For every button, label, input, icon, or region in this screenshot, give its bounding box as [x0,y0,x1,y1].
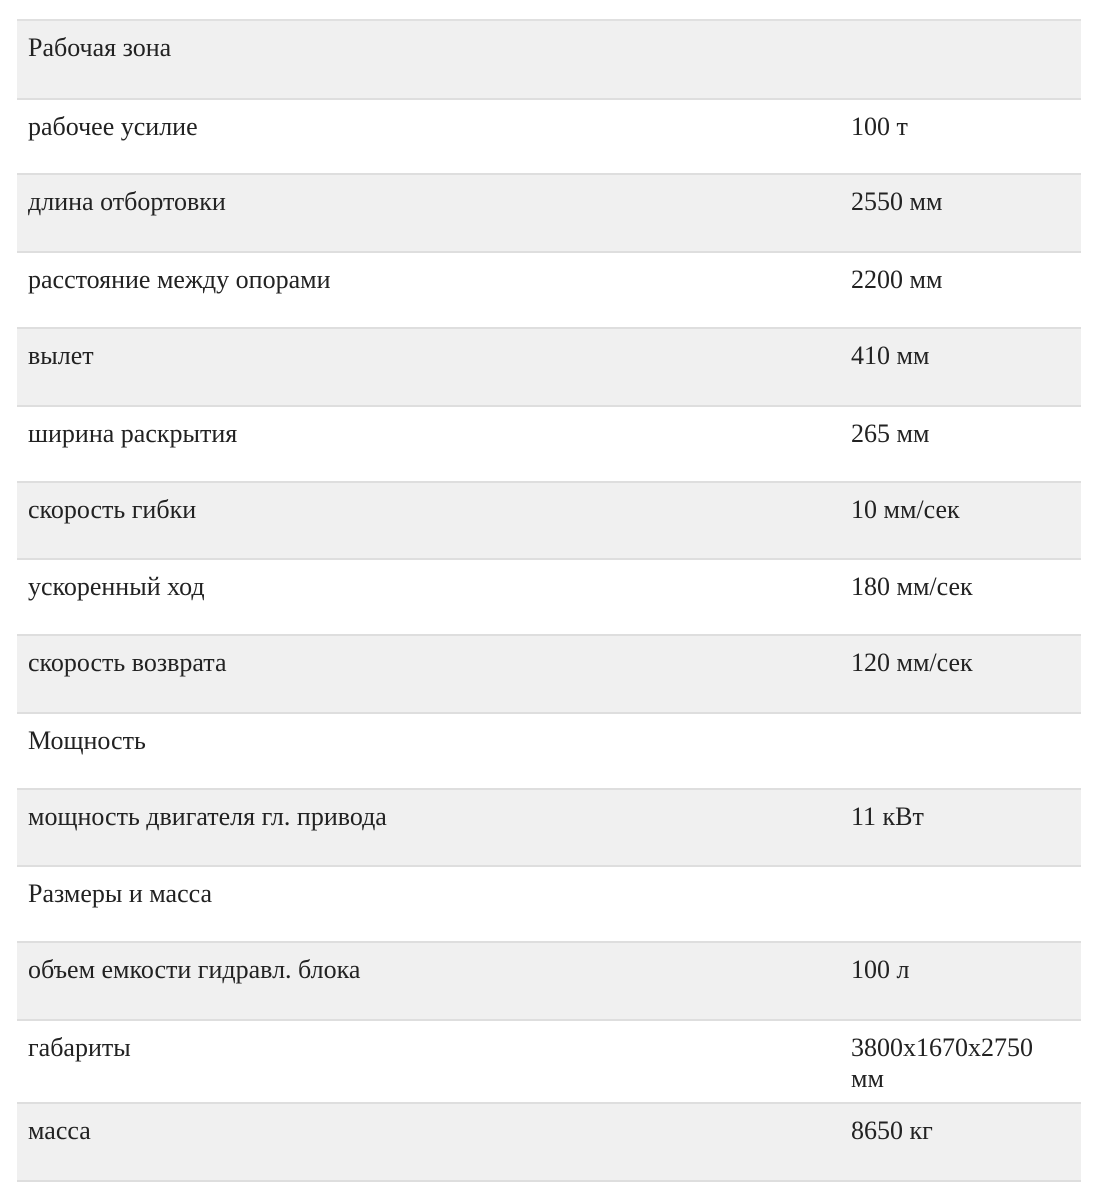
table-row [17,406,1081,482]
table-row [17,1020,1081,1103]
table-row [17,99,1081,174]
row-label: ширина раскрытия [17,406,840,482]
row-value: 8650 кг [840,1103,1081,1181]
row-label: ускоренный ход [17,559,840,635]
row-value: 11 кВт [840,789,1081,866]
row-label: мощность двигателя гл. привода [17,789,840,866]
row-label: длина отбортовки [17,174,840,252]
table-row [17,559,1081,635]
row-value: 265 мм [840,406,1081,482]
section-row-working-zone [17,20,1081,99]
row-label: скорость возврата [17,635,840,713]
row-label: габариты [17,1020,840,1103]
table-row [17,1103,1081,1181]
row-label: рабочее усилие [17,99,840,174]
table-row [17,482,1081,559]
row-label: расстояние между опорами [17,252,840,328]
section-row-dimensions-and-mass [17,866,1081,942]
table-row [17,328,1081,406]
row-value [840,713,1081,789]
row-value: 120 мм/сек [840,635,1081,713]
section-row-power [17,713,1081,789]
table-row [17,635,1081,713]
row-label: вылет [17,328,840,406]
section-title: Рабочая зона [17,20,840,99]
table-row [17,942,1081,1020]
row-label: масса [17,1103,840,1181]
row-value [840,866,1081,942]
row-value: 410 мм [840,328,1081,406]
row-value: 2200 мм [840,252,1081,328]
row-value [840,20,1081,99]
row-value: 3800x1670x2750 мм [840,1020,1081,1103]
specifications-table [17,19,1081,1182]
row-value: 100 л [840,942,1081,1020]
row-label: объем емкости гидравл. блока [17,942,840,1020]
row-value: 2550 мм [840,174,1081,252]
row-value: 180 мм/сек [840,559,1081,635]
row-value: 10 мм/сек [840,482,1081,559]
section-title: Мощность [17,713,840,789]
table-row [17,789,1081,866]
table-row [17,174,1081,252]
section-title: Размеры и масса [17,866,840,942]
table-row [17,252,1081,328]
row-label: скорость гибки [17,482,840,559]
row-value: 100 т [840,99,1081,174]
